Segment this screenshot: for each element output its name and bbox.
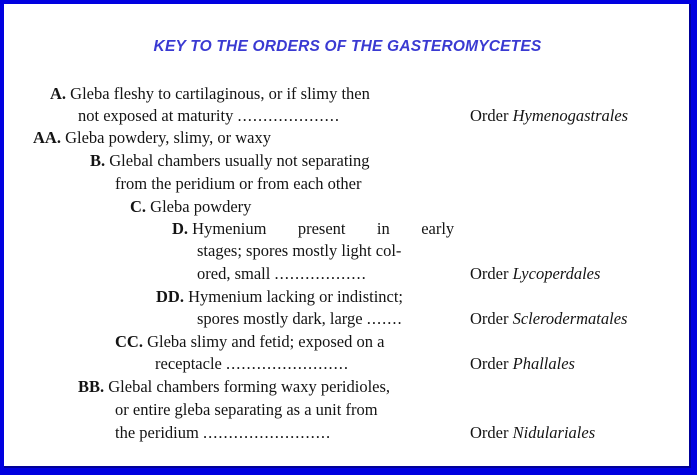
key-label-c: C.: [130, 197, 147, 216]
order-prefix-bb: Order: [470, 423, 509, 442]
key-label-cc: CC.: [115, 332, 143, 351]
key-line-a-1: [50, 84, 370, 104]
key-label-bb: BB.: [78, 377, 105, 396]
key-line-cc-2: [155, 354, 349, 374]
key-text-a-1: Gleba fleshy to cartilaginous, or if slimy then: [70, 84, 370, 103]
key-text-cc-1: Gleba slimy and fetid; exposed on a: [147, 332, 385, 351]
key-text-bb-1: Glebal chambers forming waxy peridioles,: [108, 377, 391, 396]
key-label-d: D.: [172, 219, 189, 238]
key-line-b-2: [115, 174, 362, 194]
key-text-b-1: Glebal chambers usually not separating: [109, 151, 370, 170]
key-label-a: A.: [50, 84, 67, 103]
key-line-bb-3: [115, 423, 331, 443]
key-line-a-2: [78, 106, 340, 126]
order-name-nidulariales: Nidulariales: [512, 423, 596, 442]
order-name-lycoperdales: Lycoperdales: [512, 264, 601, 283]
leader-dots-d: ..................: [274, 264, 367, 283]
order-name-phallales: Phallales: [512, 354, 575, 373]
key-text-dd-2: spores mostly dark, large: [197, 309, 363, 328]
order-prefix-d: Order: [470, 264, 509, 283]
leader-dots-cc: ........................: [225, 354, 349, 373]
key-label-dd: DD.: [156, 287, 184, 306]
key-line-d-1: [172, 219, 454, 239]
key-text-a-2: not exposed at maturity: [78, 106, 234, 125]
order-result-cc: [470, 354, 575, 374]
key-line-dd-1: [156, 287, 403, 307]
leader-dots-bb: .........................: [202, 423, 332, 442]
key-text-dd-1: Hymenium lacking or indistinct;: [188, 287, 404, 306]
key-line-cc-1: [115, 332, 384, 352]
key-text-d-3: ored, small: [197, 264, 271, 283]
order-prefix-dd: Order: [470, 309, 509, 328]
order-name-sclerodermatales: Sclerodermatales: [512, 309, 628, 328]
page-title: KEY TO THE ORDERS OF THE GASTEROMYCETES: [153, 38, 542, 55]
key-line-bb-1: [78, 377, 390, 397]
key-line-bb-2: [115, 400, 378, 420]
document-page: [4, 4, 691, 468]
order-prefix-a: Order: [470, 106, 509, 125]
key-label-b: B.: [90, 151, 106, 170]
order-result-d: [470, 264, 600, 284]
key-text-d-1: Hymenium present in early: [192, 219, 455, 238]
key-line-aa-1: [33, 128, 271, 148]
key-text-bb-3: the peridium: [115, 423, 199, 442]
order-name-hymenogastrales: Hymenogastrales: [512, 106, 629, 125]
key-text-b-2: from the peridium or from each other: [115, 174, 362, 193]
leader-dots-a: ....................: [237, 106, 340, 125]
leader-dots-dd: .......: [366, 309, 403, 328]
key-line-d-2: [197, 241, 401, 261]
key-text-cc-2: receptacle: [155, 354, 222, 373]
key-text-bb-2: or entire gleba separating as a unit from: [115, 400, 378, 419]
key-label-aa: AA.: [33, 128, 61, 147]
order-result-dd: [470, 309, 627, 329]
key-text-c-1: Gleba powdery: [150, 197, 252, 216]
order-prefix-cc: Order: [470, 354, 509, 373]
key-text-aa-1: Gleba powdery, slimy, or waxy: [65, 128, 271, 147]
order-result-a: [470, 106, 628, 126]
key-line-d-3: [197, 264, 367, 284]
key-text-d-2: stages; spores mostly light col-: [197, 241, 402, 260]
order-result-bb: [470, 423, 595, 443]
key-line-c-1: [130, 197, 251, 217]
key-line-b-1: [90, 151, 370, 171]
key-line-dd-2: [197, 309, 403, 329]
